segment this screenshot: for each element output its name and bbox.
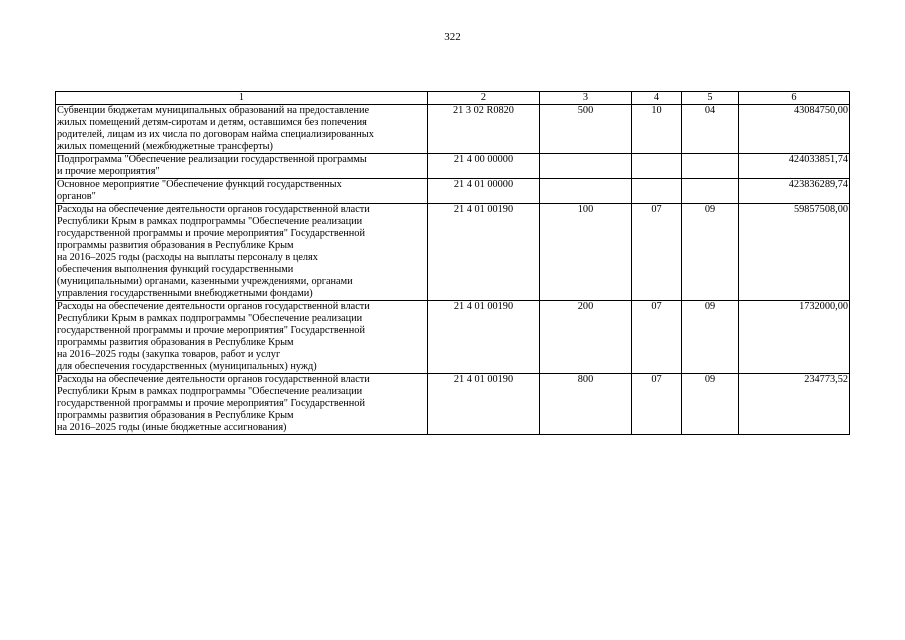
table-row bbox=[56, 204, 850, 301]
expense-name: Расходы на обеспечение деятельности органов государственной власти Республики Крым в рамках подпрограммы "Обеспечение реализации государственной программы и прочие мероприятия" Государственной программы развития образования в Республике Крым на 2016–2025 годы (расходы на выплаты персоналу в целях обеспечения выполнения функций государственными (муниципальными) органами, казенными учреждениями, органами управления государственными внебюджетными фондами) bbox=[56, 204, 428, 301]
column-header: 5 bbox=[682, 92, 739, 105]
column-header: 3 bbox=[540, 92, 632, 105]
table-row bbox=[56, 179, 850, 204]
expense-type-code: 200 bbox=[540, 301, 632, 374]
subsection-code: 09 bbox=[682, 374, 739, 435]
column-header: 6 bbox=[739, 92, 850, 105]
target-article-code: 21 4 00 00000 bbox=[428, 154, 540, 179]
subsection-code: 09 bbox=[682, 204, 739, 301]
expense-name: Расходы на обеспечение деятельности органов государственной власти Республики Крым в рамках подпрограммы "Обеспечение реализации государственной программы и прочие мероприятия" Государственной программы развития образования в Республике Крым на 2016–2025 годы (иные бюджетные ассигнования) bbox=[56, 374, 428, 435]
table-row bbox=[56, 374, 850, 435]
table-row bbox=[56, 301, 850, 374]
amount: 424033851,74 bbox=[739, 154, 850, 179]
expense-type-code bbox=[540, 179, 632, 204]
amount: 423836289,74 bbox=[739, 179, 850, 204]
expense-name: Подпрограмма "Обеспечение реализации государственной программы и прочие мероприятия" bbox=[56, 154, 428, 179]
subsection-code bbox=[682, 179, 739, 204]
section-code: 07 bbox=[632, 204, 682, 301]
expense-name: Расходы на обеспечение деятельности органов государственной власти Республики Крым в рамках подпрограммы "Обеспечение реализации государственной программы и прочие мероприятия" Государственной программы развития образования в Республике Крым на 2016–2025 годы (закупка товаров, работ и услуг для обеспечения государственных (муниципальных) нужд) bbox=[56, 301, 428, 374]
column-header: 4 bbox=[632, 92, 682, 105]
amount: 234773,52 bbox=[739, 374, 850, 435]
expense-type-code: 500 bbox=[540, 105, 632, 154]
target-article-code: 21 4 01 00190 bbox=[428, 301, 540, 374]
target-article-code: 21 4 01 00190 bbox=[428, 204, 540, 301]
header-row bbox=[56, 92, 850, 105]
table-row bbox=[56, 154, 850, 179]
expense-type-code bbox=[540, 154, 632, 179]
page-number: 322 bbox=[444, 31, 461, 43]
section-code bbox=[632, 179, 682, 204]
expense-type-code: 800 bbox=[540, 374, 632, 435]
expense-name: Основное мероприятие "Обеспечение функций государственных органов" bbox=[56, 179, 428, 204]
subsection-code: 04 bbox=[682, 105, 739, 154]
target-article-code: 21 3 02 R0820 bbox=[428, 105, 540, 154]
section-code: 07 bbox=[632, 374, 682, 435]
column-header: 1 bbox=[56, 92, 428, 105]
amount: 1732000,00 bbox=[739, 301, 850, 374]
column-header: 2 bbox=[428, 92, 540, 105]
budget-table bbox=[55, 91, 850, 435]
section-code: 10 bbox=[632, 105, 682, 154]
table-row bbox=[56, 105, 850, 154]
subsection-code: 09 bbox=[682, 301, 739, 374]
amount: 59857508,00 bbox=[739, 204, 850, 301]
expense-name: Субвенции бюджетам муниципальных образований на предоставление жилых помещений детям-сиротам и детям, оставшимся без попечения родителей, лицам из их числа по договорам найма специализированных жилых помещений (межбюджетные трансферты) bbox=[56, 105, 428, 154]
target-article-code: 21 4 01 00190 bbox=[428, 374, 540, 435]
section-code bbox=[632, 154, 682, 179]
expense-type-code: 100 bbox=[540, 204, 632, 301]
section-code: 07 bbox=[632, 301, 682, 374]
subsection-code bbox=[682, 154, 739, 179]
amount: 43084750,00 bbox=[739, 105, 850, 154]
target-article-code: 21 4 01 00000 bbox=[428, 179, 540, 204]
